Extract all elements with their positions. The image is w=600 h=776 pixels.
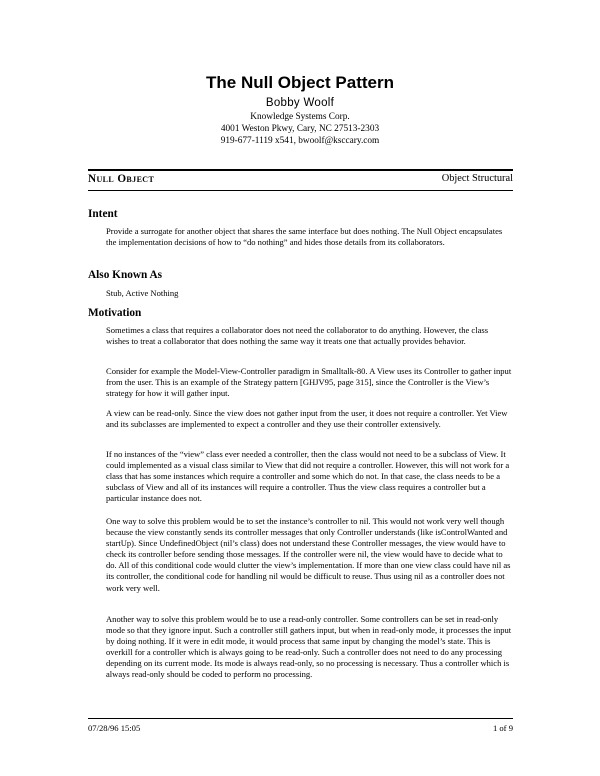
pattern-header — [88, 173, 513, 189]
pattern-classification: Object Structural — [441, 173, 513, 184]
section-heading-intent: Intent — [88, 208, 118, 220]
footer-page-number: 1 of 9 — [492, 723, 513, 733]
aka-paragraph: Stub, Active Nothing — [106, 288, 179, 298]
top-rule — [88, 169, 513, 171]
footer-date: 07/28/96 15:05 — [88, 723, 141, 733]
affiliation-line: 4001 Weston Pkwy, Cary, NC 27513-2303 — [220, 124, 380, 134]
motivation-paragraph: One way to solve this problem would be to set the instance’s controller to nil. This would not work very well though because the view constantly sends its controller messages that only Controller understands (like isControlWanted and startUp). Since UndefinedObject (nil’s class) does not understand these Controller messages, the view would have to check its controller before sending those messages. If the controller were nil, the view would have to decide what to do. All of this conditional code would clutter the view’s implementation. If more than one view class could have nil as its controller, the conditional code for handling nil would be difficult to reuse. Thus using nil as a controller does not work very well. — [106, 516, 511, 593]
motivation-paragraph: A view can be read-only. Since the view does not gather input from the user, it does not require a controller. Yet View and its subclasses are implemented to expect a controller and they use their controller extensively. — [106, 408, 508, 430]
section-heading-motivation: Motivation — [88, 307, 142, 319]
motivation-paragraph: Another way to solve this problem would be to use a read-only controller. Some controllers can be set in read-only mode so that they ignore input. Such a controller still gathers input, but when in read-only mode, it processes the input by doing nothing. If it were in edit mode, it would process that same input by changing the model’s state. This is overkill for a controller which is always going to be read-only. Such a controller does not need to do any processing depending on its current mode. Its mode is always read-only, so no processing is necessary. Thus a controller which is always read-only should be coded to perform no processing. — [106, 614, 512, 680]
author-name: Bobby Woolf — [265, 97, 335, 109]
footer-rule — [88, 718, 513, 719]
pattern-header-rule — [88, 190, 513, 191]
document-title: The Null Object Pattern — [206, 73, 394, 92]
author-affiliation — [0, 111, 600, 147]
affiliation-line: 919-677-1119 x541, bwoolf@ksccary.com — [220, 136, 380, 146]
motivation-paragraph: Consider for example the Model-View-Controller paradigm in Smalltalk-80. A View uses its Controller to gather input from the user. This is an example of the Strategy pattern [GHJV95, page 315], since the Controller is the View’s strategy for how it will gather input. — [106, 366, 512, 399]
section-heading-also-known-as: Also Known As — [88, 269, 163, 281]
affiliation-line: Knowledge Systems Corp. — [250, 112, 350, 122]
intent-paragraph: Provide a surrogate for another object that shares the same interface but does nothing. The Null Object encapsulates the implementation decisions of how to “do nothing” and hides those details from its collaborators. — [106, 226, 503, 248]
motivation-paragraph: Sometimes a class that requires a collaborator does not need the collaborator to do anything. However, the class wishes to treat a collaborator that does nothing the same way it treats one that actually provides behavior. — [106, 325, 489, 347]
pattern-name: Null Object — [88, 173, 155, 185]
motivation-paragraph: If no instances of the “view” class ever needed a controller, then the class would not need to be a subclass of View. It could implemented as a visual class similar to View that did not require a controller. However, this will not work for a class that has some instances which require a controller and some which do not. In that case, the class needs to be a subclass of View and all of its instances will require a controller. Thus the view class requires a controller but a particular instance does not. — [106, 449, 510, 504]
